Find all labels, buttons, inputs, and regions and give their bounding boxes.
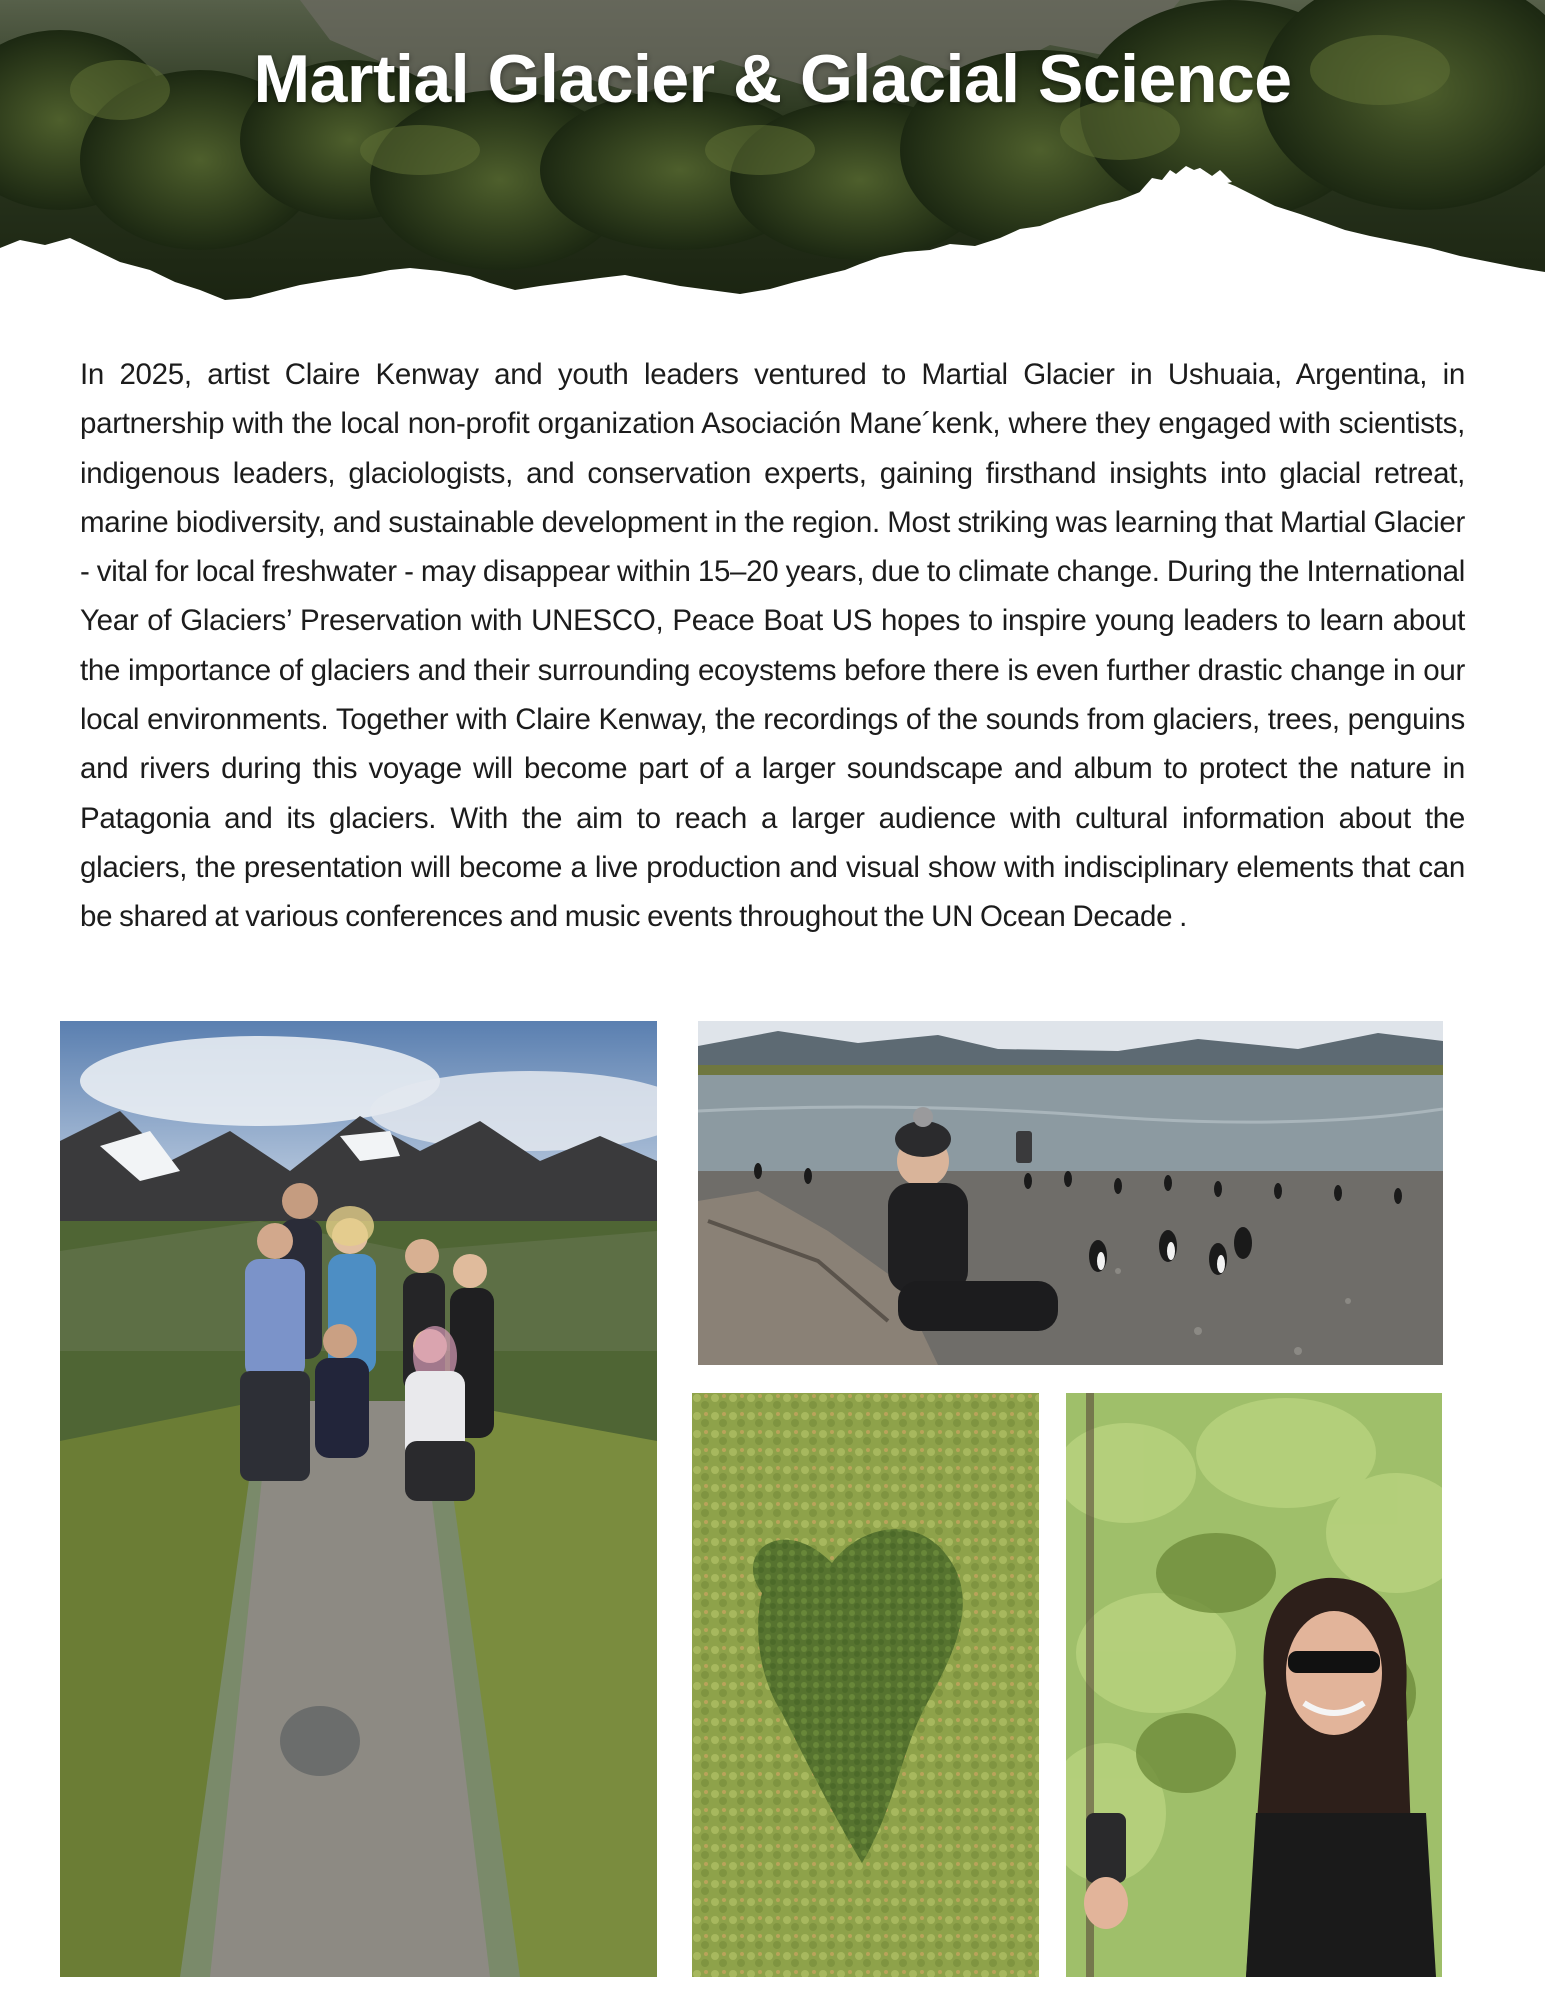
forest-recorder-photo bbox=[1066, 1393, 1442, 1977]
group-photo bbox=[60, 1021, 657, 1977]
penguin-beach-photo bbox=[698, 1021, 1443, 1365]
body-paragraph: In 2025, artist Claire Kenway and youth leaders ventured to Martial Glacier in Ushuaia, Argentina, in partnership with the local non-profit organization Asociación Mane´kenk, where they engaged with scientists, indigenous leaders, glaciologists, and conservation experts, gaining firsthand insights into glacial retreat, marine biodiversity, and sustainable development in the region. Most striking was learning that Martial Glacier - vital for local freshwater - may disappear within 15–20 years, due to climate change. During the International Year of Glaciers’ Preservation with UNESCO, Peace Boat US hopes to inspire young leaders to learn about the importance of glaciers and their surrounding ecoystems before there is even further drastic change in our local environments. Together with Claire Kenway, the recordings of the sounds from glaciers, trees, penguins and rivers during this voyage will become part of a larger soundscape and album to protect the nature in Patagonia and its glaciers. With the aim to reach a larger audience with cultural information about the glaciers, the presentation will become a live production and visual show with indisciplinary elements that can be shared at various conferences and music events throughout the UN Ocean Decade . bbox=[80, 358, 1465, 934]
header-banner bbox=[0, 0, 1545, 330]
heart-moss-photo bbox=[692, 1393, 1039, 1977]
page-title: Martial Glacier & Glacial Science bbox=[253, 41, 1292, 117]
